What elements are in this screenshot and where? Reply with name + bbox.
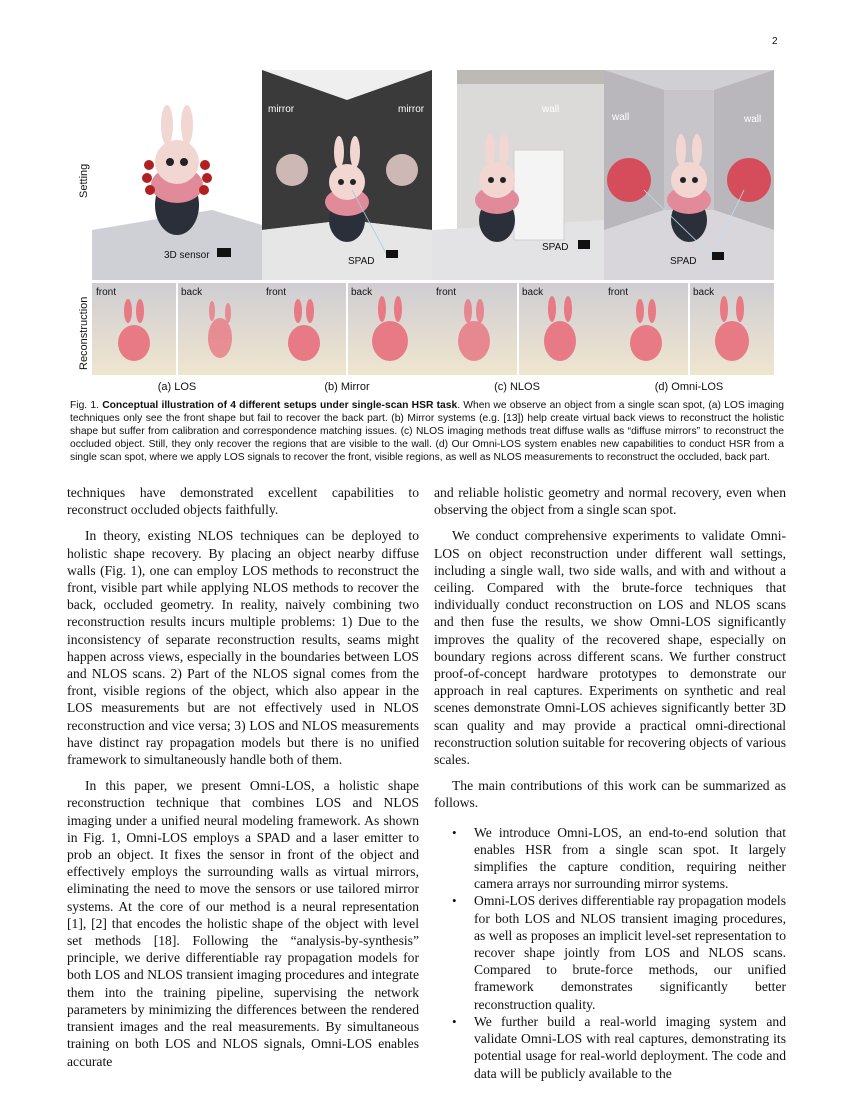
mirror-scene-image [262,70,432,280]
label-back: back [522,287,544,298]
label-spad: SPAD [542,242,569,253]
label-front: front [266,287,287,298]
label-wall-right: wall [744,114,762,125]
label-back: back [181,287,203,298]
spad-icon [712,252,724,260]
row-label-setting: Setting [78,163,90,198]
list-item: • We further build a real-world imaging system and validate Omni-LOS with real captures, demonstrating its potential usage for real-world deployment. The code and data will be publicly available to the [452,1013,786,1081]
label-spad: SPAD [348,256,375,267]
label-spad: SPAD [670,256,697,267]
subcaption-los: (a) LOS [157,381,197,393]
paragraph: We conduct comprehensive experiments to validate Omni-LOS on object reconstruction under different wall settings, including a single wall, two side walls, and with and without a ceiling. Compared with the brute-force techniques that individually conduct reconstruction on LOS and NLOS scans and then fuse the results, we show Omni-LOS significantly improves the quality of the recovered shape, especially on boundary regions across different scans. We further construct proof-of-concept hardware prototypes to demonstrate our approach in real captures. Experiments on synthetic and real scenes demonstrate Omni-LOS achieves significantly better 3D scan quality and may provide a practical omni-directional reconstruction solution suitable for recovering objects of various scales. [434,528,786,768]
omni-los-reconstruction-image [604,283,774,375]
setting-panel-mirror [262,70,432,280]
caption-text: . When we observe an object from a single scan spot, (a) LOS imaging techniques only see the front shape but fail to recover the back part. (b) Mirror systems (e.g. [13]) help create virtual back views to reconstruct the holistic shape but suffer from calibration and correspondence matching issues. (c) NLOS imaging methods treat diffuse walls as “diffuse mirrors” to reconstruct the occluded object. Still, they only recover the regions that are visible to the wall. (d) Our Omni-LOS system enables new capabilities to conduct HSR from a single scan spot, where we apply LOS signals to recover the front, visible regions, as well as NLOS measurements to reconstruct the occluded, back part. [70,400,784,463]
label-front: front [608,287,629,298]
nlos-scene-image [432,70,604,280]
figure-caption [70,399,784,464]
page-number: 2 [772,36,778,47]
setting-panel-nlos [432,70,604,280]
setting-panel-omni-los [604,70,774,280]
subcaption-omni-los: (d) Omni-LOS [654,381,724,393]
recon-panel-mirror [262,283,432,375]
los-scene-image [92,70,262,280]
paragraph: and reliable holistic geometry and normal recovery, even when observing the object from a single scan spot. [434,485,786,518]
mirror-reconstruction-image [262,283,432,375]
label-wall-left: wall [612,112,630,123]
caption-prefix: Fig. 1. [70,400,103,411]
paragraph: In this paper, we present Omni-LOS, a holistic shape reconstruction technique that combines LOS and NLOS imaging under a unified neural modeling framework. As shown in Fig. 1, Omni-LOS employs a SPAD and a laser emitter to prob an object. It fixes the sensor in front of the object and effectively employs the surrounding walls as virtual mirrors, eliminating the need to move the sensors or use tailored mirror systems. At the core of our method is a neural representation [1], [2] that encodes the holistic shape of the object with level set methods [18]. Following the “analysis-by-synthesis” principle, we derive differentiable ray propagation models for both LOS and NLOS transient imaging procedures and integrate them into the training pipeline, supervising the network parameters by minimizing the differences between the rendered transient images and the real measurements. By simultaneous training on both LOS and NLOS signals, Omni-LOS enables accurate [67,778,419,1069]
caption-title: Conceptual illustration of 4 different setups under single-scan HSR task [102,400,458,411]
label-front: front [96,287,117,298]
recon-panel-nlos [432,283,604,375]
subcaption-mirror: (b) Mirror [324,381,370,393]
bullet-icon: • [452,824,457,840]
paragraph: The main contributions of this work can be summarized as follows. [434,778,786,811]
bullet-icon: • [452,1013,457,1029]
spad-icon [386,250,398,258]
los-reconstruction-image [92,283,262,375]
right-column [434,484,786,1082]
subcaption-nlos: (c) NLOS [494,381,540,393]
nlos-reconstruction-image [432,283,604,375]
spad-icon [578,240,590,249]
label-wall: wall [542,104,560,115]
row-label-reconstruction: Reconstruction [78,296,90,370]
recon-panel-omni-los [604,283,774,375]
bullet-icon: • [452,893,457,909]
recon-panel-los [92,283,262,375]
label-back: back [693,287,715,298]
sensor-icon [217,248,231,257]
label-3d-sensor: 3D sensor [164,250,210,261]
paragraph: techniques have demonstrated excellent capabilities to reconstruct occluded objects faithfully. [67,485,419,518]
label-back: back [351,287,373,298]
label-mirror-left: mirror [268,104,295,115]
setting-panel-los [92,70,262,280]
label-mirror-right: mirror [398,104,425,115]
paragraph: In theory, existing NLOS techniques can be deployed to holistic shape recovery. By placing an object nearby diffuse walls (Fig. 1), one can employ LOS methods to reconstruct the front, visible part while applying NLOS methods to recover the back, occluded geometry. In reality, naively combining two reconstruction results incurs multiple problems: 1) Due to the inconsistency of separate reconstruction results, seams might happen across views, especially in the boundaries between LOS and NLOS scans. 2) Part of the NLOS signal comes from the front, visible regions of the object, which also appear in the LOS measurements but are not effectively used in NLOS reconstruction and vice versa; 3) LOS and NLOS measurements have distinct ray propagation models but there is no unified framework to simultaneously handle both of them. [67,528,419,768]
omni-los-scene-image [604,70,774,280]
contributions-list [434,824,786,1082]
list-item: • Omni-LOS derives differentiable ray propagation models for both LOS and NLOS transient imaging procedures, as well as proposes an implicit level-set representation to recover shape jointly from LOS and NLOS scans. Compared to brute-force methods, our unified framework demonstrates significantly better reconstruction quality. [452,893,786,1012]
left-column [67,484,419,1079]
list-item: • We introduce Omni-LOS, an end-to-end solution that enables HSR from a single scan spot. It largely simplifies the capture condition, requiring neither camera arrays nor surrounding mirror systems. [452,824,786,892]
label-front: front [436,287,457,298]
